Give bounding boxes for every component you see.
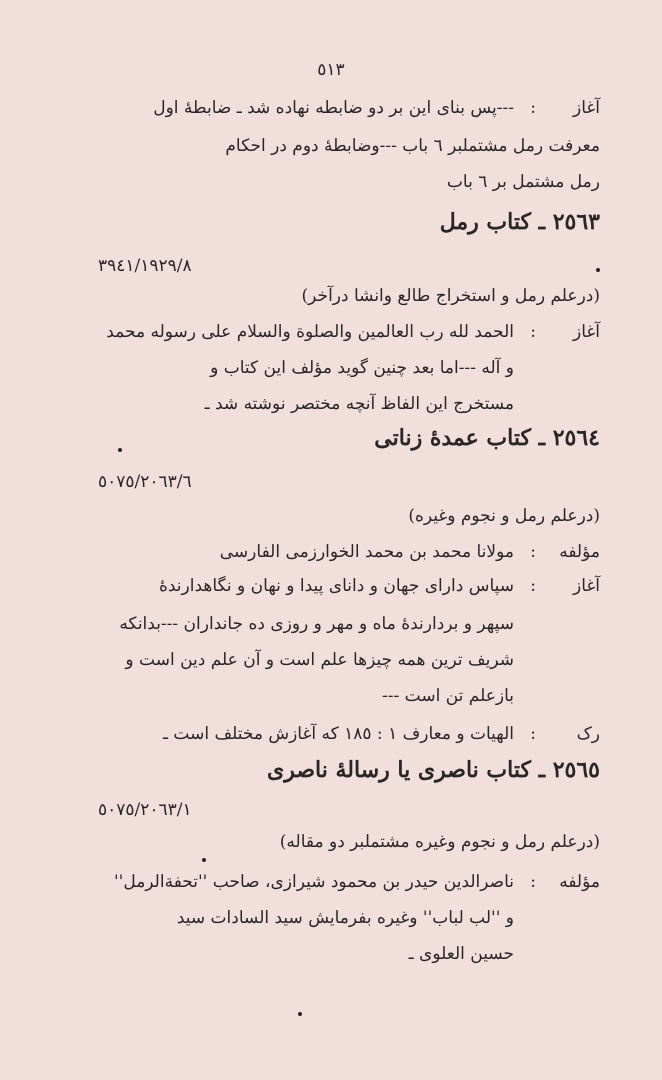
colon: : [530, 98, 536, 118]
subject-line: (درعلم رمل و نجوم وغیره) [408, 506, 600, 526]
entry-heading: ٢٥٦٣ ـ کتاب رمل [439, 209, 600, 235]
ink-dot [118, 448, 122, 452]
text-line: شریف ترین همه چیزها علم است و آن علم دین است و [125, 650, 514, 670]
author-name: مولانا محمد بن محمد الخوارزمی الفارسی [219, 542, 514, 562]
label-aghaz: آغاز [572, 98, 600, 118]
label-rak: رک [576, 724, 600, 744]
ink-dot [298, 1012, 302, 1016]
text-line: رمل مشتمل بر ٦ باب [446, 172, 600, 192]
text-line: بازعلم تن است --- [382, 686, 514, 706]
shelf-mark: ٥٠٧٥/٢٠٦٣/١ [98, 800, 192, 820]
text-line: معرفت رمل مشتملبر ٦ باب ---وضابطهٔ دوم در احکام [225, 136, 600, 156]
label-aghaz: آغاز [572, 322, 600, 342]
label-aghaz: آغاز [572, 576, 600, 596]
ink-dot [202, 858, 206, 862]
subject-line: (درعلم رمل و استخراج طالع وانشا درآخر) [301, 286, 600, 306]
text-line: ---پس بنای این بر دو ضابطه نهاده شد ـ ضابطهٔ اول [153, 98, 514, 118]
entry-heading: ٢٥٦٤ ـ کتاب عمدهٔ زناتی [374, 425, 600, 451]
text-line: و آله ---اما بعد چنین گوید مؤلف این کتاب و [210, 358, 514, 378]
shelf-mark: ٣٩٤١/١٩٢٩/٨ [98, 256, 192, 276]
colon: : [530, 724, 536, 744]
colon: : [530, 542, 536, 562]
text-line: و ''لب لباب'' وغیره بفرمایش سید السادات سید [176, 908, 514, 928]
text-line: حسین العلوی ـ [408, 944, 514, 964]
colon: : [530, 322, 536, 342]
text-line: مستخرج این الفاظ آنچه مختصر نوشته شد ـ [204, 394, 514, 414]
text-line: ناصرالدین حیدر بن محمود شیرازی، صاحب ''تحفةالرمل'' [113, 872, 514, 892]
shelf-mark: ٥٠٧٥/٢٠٦٣/٦ [98, 472, 192, 492]
text-line: سپاس دارای جهان و دانای پیدا و نهان و نگاهدارندهٔ [158, 576, 514, 596]
colon: : [530, 576, 536, 596]
reference-line: الهیات و معارف ١ : ١٨٥ که آغازش مختلف است ـ [163, 724, 514, 744]
page-number: ٥١٣ [317, 60, 345, 80]
text-line: سپهر و بردارندهٔ ماه و مهر و روزی ده جانداران ---بدانکه [119, 614, 514, 634]
label-moallef: مؤلفه [559, 872, 600, 892]
entry-heading: ٢٥٦٥ ـ کتاب ناصری یا رسالهٔ ناصری [266, 757, 600, 783]
colon: : [530, 872, 536, 892]
ink-dot [596, 268, 600, 272]
label-moallef: مؤلفه [559, 542, 600, 562]
text-line: الحمد لله رب العالمین والصلوة والسلام علی رسوله محمد [106, 322, 514, 342]
subject-line: (درعلم رمل و نجوم وغیره مشتملبر دو مقاله) [279, 832, 600, 852]
